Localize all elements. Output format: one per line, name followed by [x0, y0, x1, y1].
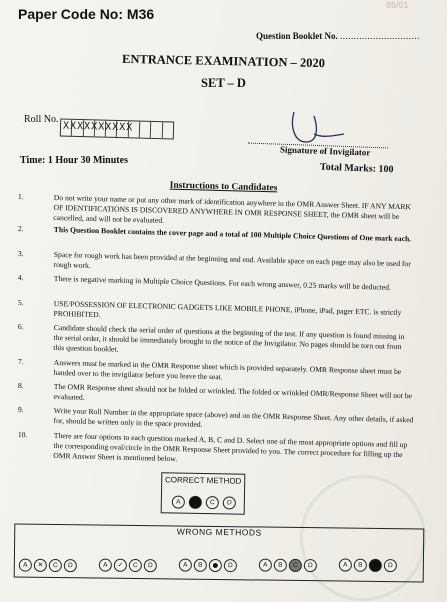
- instruction-item-3: [17, 249, 413, 271]
- item-text: Candidate should check the serial order of questions at the beginning of the test. If any question is found missing in the serial order, it should be immediately brought to the notice of the Invigilator. No pages should be torn out from this question booklet.: [53, 322, 405, 355]
- wrong4-bubble-b: B: [274, 559, 287, 572]
- item-number: 3.: [17, 249, 24, 259]
- roll-number-box: [60, 119, 174, 140]
- wrong-methods-box: [14, 523, 425, 582]
- wrong4-bubble-d: D: [304, 559, 317, 572]
- total-marks: Total Marks: 100: [319, 161, 394, 176]
- wrong1-bubble-c: C: [49, 559, 62, 572]
- wrong4-bubble-a: A: [259, 558, 272, 571]
- correct-bubble-b-filled: [189, 496, 202, 509]
- instructions-title: Instructions to Candidates: [169, 180, 278, 194]
- item-text: Space for rough work has been provided at the beginning and end. Available space on each page may also be used for rough work.: [53, 249, 411, 271]
- wrong5-bubble-d: D: [384, 559, 397, 572]
- wrong5-bubble-c-filled: [369, 559, 382, 572]
- item-text: Do not write your name or put any other mark of identification anywhere in the OMR Answer Sheet. IF ANY MARK OF IDENTIFICATIONS IS DISCOVERED ANYWHERE IN OMR RESPONSE SHEET, the OMR sheet will be cancelled, and will not be evaluated.: [53, 192, 412, 226]
- wrong2-bubble-c: C: [129, 559, 142, 572]
- item-text: The OMR Response sheet should not be folded or wrinkled. The folded or wrinkled OMR/Response Sheet will not be evaluated.: [53, 381, 413, 402]
- wrong2-bubble-a: A: [99, 559, 112, 572]
- wrong3-bubble-b: B: [194, 559, 207, 572]
- invigilator-signature: [288, 108, 348, 148]
- wrong5-bubble-b: B: [354, 559, 367, 572]
- signature-label: Signature of Invigilator: [279, 144, 371, 158]
- faint-top-mark: 05/01: [386, 0, 409, 10]
- exam-time: Time: 1 Hour 30 Minutes: [20, 155, 128, 166]
- booklet-label: Question Booklet No.: [256, 31, 338, 41]
- item-number: 4.: [17, 273, 24, 283]
- item-text: This Question Booklet contains the cover page and a total of 100 Multiple Choice Questions of One mark each.: [53, 224, 412, 244]
- item-text: Answers must be marked in the OMR Response sheet which is provided separately. OMR Response sheet must be handed over to the invigilator before you leave the seat.: [53, 357, 402, 382]
- booklet-number-field: [256, 31, 420, 41]
- wrong2-bubble-d: D: [144, 559, 157, 572]
- item-number: 6.: [17, 322, 24, 332]
- item-number: 7.: [17, 357, 24, 367]
- roll-label: Roll No.: [24, 114, 59, 125]
- wrong2-bubble-b-ticked: ✓: [114, 559, 127, 572]
- item-text: There is negative marking in Multiple Choice Questions. For each wrong answer, 0.25 marks will be deducted.: [53, 273, 391, 292]
- correct-bubble-d: D: [223, 496, 236, 509]
- paper-code: Paper Code No: M36: [18, 6, 155, 22]
- wrong1-bubble-d: D: [64, 559, 77, 572]
- wrong4-bubble-c-shaded: C: [289, 559, 302, 572]
- item-number: 5.: [17, 298, 24, 308]
- roll-number-scribble: XXXXXXXXXX: [62, 120, 134, 134]
- item-number: 1.: [17, 192, 24, 202]
- item-number: 8.: [17, 381, 24, 391]
- instruction-item-5: [17, 298, 413, 320]
- correct-bubble-a: A: [172, 495, 185, 508]
- item-number: 9.: [17, 405, 24, 415]
- item-number: 2.: [17, 224, 24, 234]
- correct-method-box: [161, 472, 246, 514]
- wrong1-bubble-a: A: [19, 559, 32, 572]
- item-text: There are four options to each question marked A, B, C and D. Select one of the most appropriate options and fill up the corresponding oval/circle in the OMR Response Sheet provided to you. The correct procedure for filling up the OMR Answer Sheet is mentioned below.: [53, 430, 408, 464]
- item-text: Write your Roll Number in the appropriate space (above) and on the OMR Response Sheet. Any other details, if asked for, should be written only in the space provided.: [53, 405, 414, 430]
- wrong-methods-label: WRONG METHODS: [176, 526, 262, 538]
- item-number: 10.: [17, 430, 28, 440]
- wrong1-bubble-b-crossed: ✕: [34, 559, 47, 572]
- wrong3-bubble-d: D: [224, 559, 237, 572]
- item-text: USE/POSSESSION OF ELECTRONIC GADGETS LIKE MOBILE PHONE, iPhone, iPad, pager ETC. is strictly PROHIBITED.: [53, 298, 402, 320]
- wrong3-bubble-a: A: [179, 559, 192, 572]
- correct-bubble-c: C: [206, 496, 219, 509]
- wrong3-bubble-c-dotted: [209, 559, 222, 572]
- booklet-dots: .............................: [340, 31, 420, 41]
- correct-method-label: CORRECT METHOD: [164, 475, 242, 486]
- wrong5-bubble-a: A: [339, 558, 352, 571]
- exam-title: ENTRANCE EXAMINATION – 2020: [121, 51, 326, 71]
- exam-set: SET – D: [201, 76, 246, 90]
